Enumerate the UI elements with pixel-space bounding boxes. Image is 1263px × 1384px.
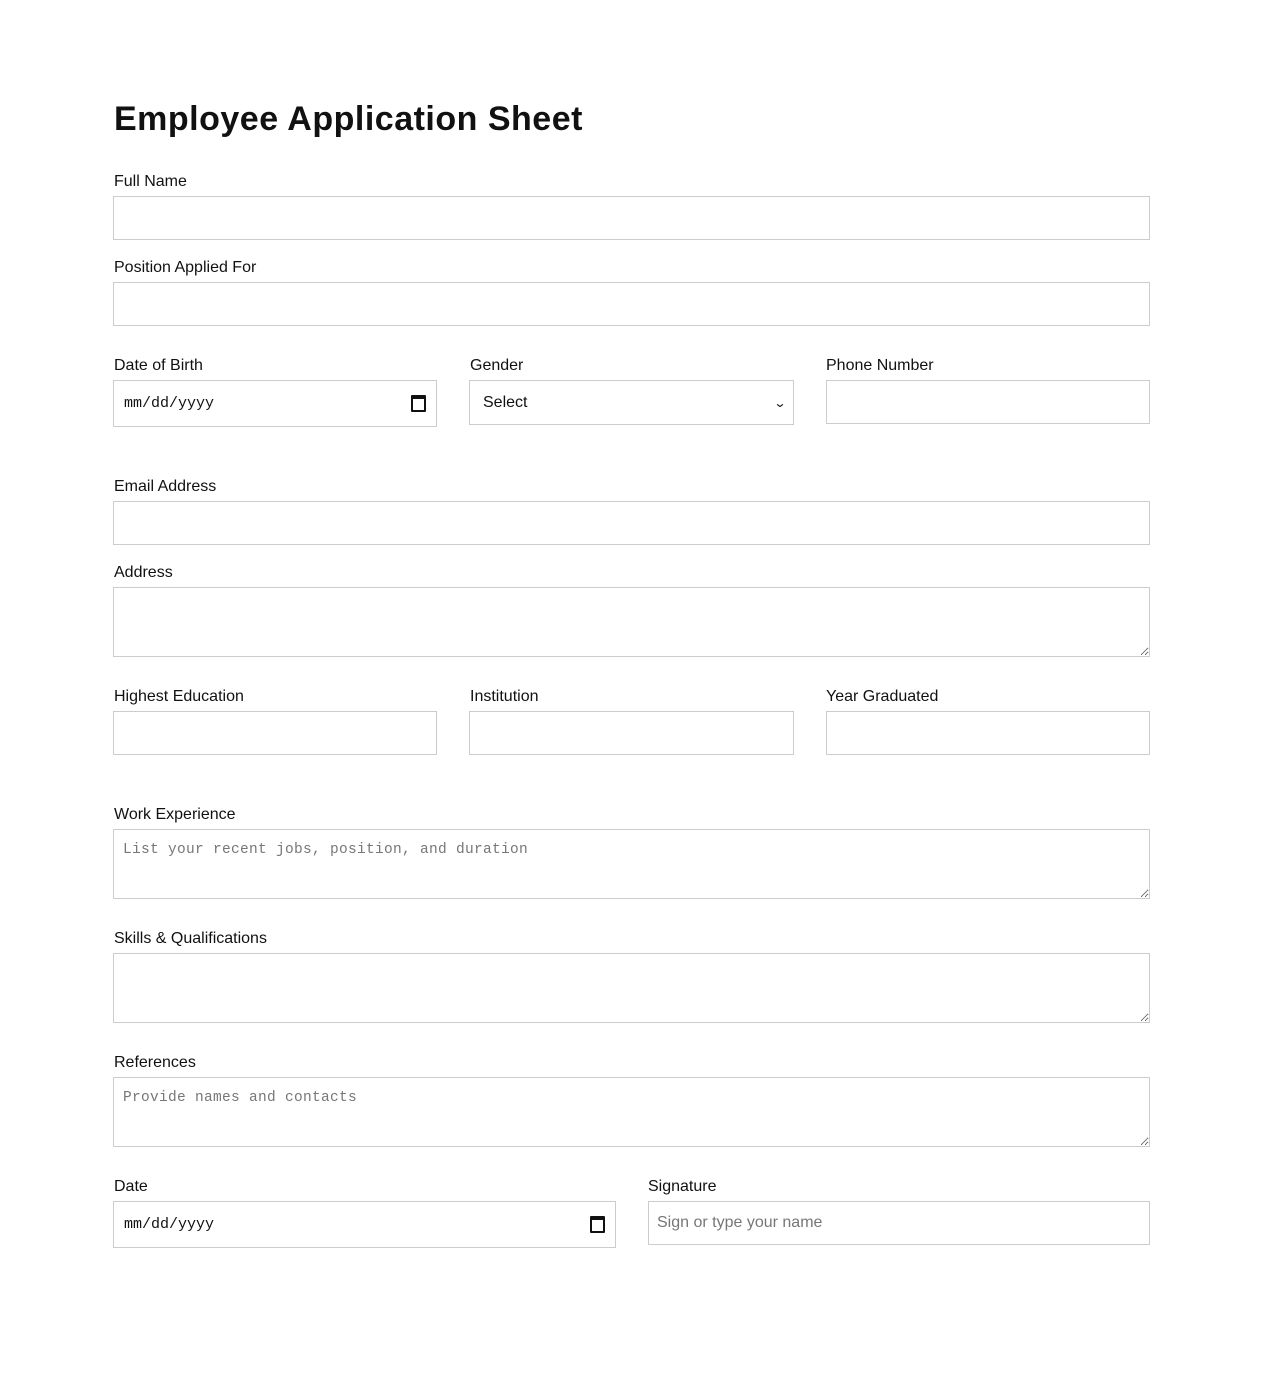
gender-label: Gender bbox=[470, 357, 524, 374]
year-input[interactable] bbox=[826, 711, 1150, 755]
signature-label: Signature bbox=[648, 1178, 717, 1195]
dob-placeholder: mm/dd/yyyy bbox=[124, 395, 215, 412]
work-textarea[interactable] bbox=[113, 829, 1150, 899]
full-name-label: Full Name bbox=[114, 173, 187, 190]
calendar-icon[interactable] bbox=[590, 1216, 605, 1233]
year-label: Year Graduated bbox=[826, 688, 939, 705]
email-label: Email Address bbox=[114, 478, 217, 495]
work-label: Work Experience bbox=[114, 806, 236, 823]
email-input[interactable] bbox=[113, 501, 1150, 545]
date-input[interactable] bbox=[113, 1201, 616, 1248]
dob-label: Date of Birth bbox=[114, 357, 203, 374]
institution-label: Institution bbox=[470, 688, 539, 705]
references-label: References bbox=[114, 1054, 196, 1071]
references-textarea[interactable] bbox=[113, 1077, 1150, 1147]
skills-label: Skills & Qualifications bbox=[114, 930, 267, 947]
page-title: Employee Application Sheet bbox=[114, 100, 583, 138]
phone-input[interactable] bbox=[826, 380, 1150, 424]
address-label: Address bbox=[114, 564, 173, 581]
education-label: Highest Education bbox=[114, 688, 244, 705]
chevron-down-icon: ⌄ bbox=[773, 395, 787, 410]
calendar-icon[interactable] bbox=[411, 395, 426, 412]
date-label: Date bbox=[114, 1178, 148, 1195]
date-placeholder: mm/dd/yyyy bbox=[124, 1216, 215, 1233]
position-label: Position Applied For bbox=[114, 259, 257, 276]
skills-textarea[interactable] bbox=[113, 953, 1150, 1023]
signature-input[interactable] bbox=[648, 1201, 1150, 1245]
gender-select[interactable] bbox=[469, 380, 794, 425]
phone-label: Phone Number bbox=[826, 357, 934, 374]
full-name-input[interactable] bbox=[113, 196, 1150, 240]
education-input[interactable] bbox=[113, 711, 437, 755]
position-input[interactable] bbox=[113, 282, 1150, 326]
address-textarea[interactable] bbox=[113, 587, 1150, 657]
gender-selected: Select bbox=[483, 393, 528, 411]
institution-input[interactable] bbox=[469, 711, 794, 755]
dob-input[interactable] bbox=[113, 380, 437, 427]
